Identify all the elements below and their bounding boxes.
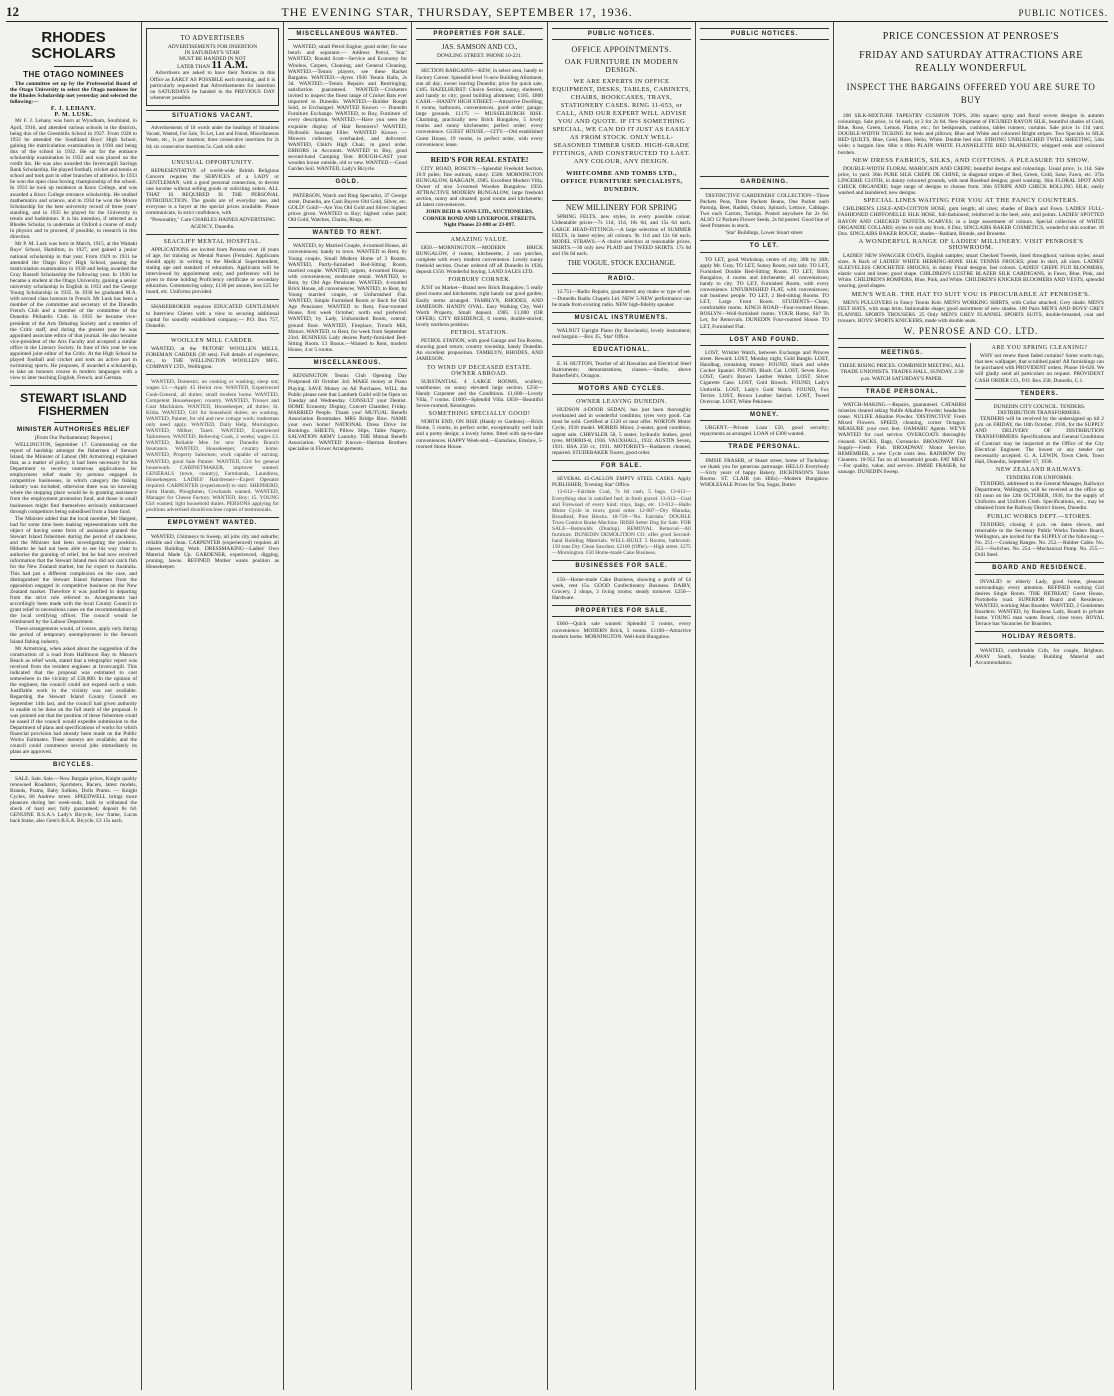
divider xyxy=(146,234,279,235)
stewart-island-headline: STEWART ISLAND FISHERMEN xyxy=(20,391,127,419)
advertisers-heading: TO ADVERTISERS xyxy=(180,34,245,42)
masthead-section-label: PUBLIC NOTICES. xyxy=(1018,8,1108,18)
penrose-sub-1: NEW DRESS FABRICS, SILKS, AND COTTONS. A PLEASURE TO SHOW. xyxy=(852,156,1090,164)
notice-line-3: MUST BE HANDED IN NOT xyxy=(179,56,246,63)
properties-sale-heading: PROPERTIES FOR SALE. xyxy=(552,605,691,617)
agent-name: JAS. SAMSON AND CO., xyxy=(441,43,518,52)
stewart-body-2: The Minister added that the local member, Mr Hargest, had for some time been making representations with the object of having some form of assistance granted the Stewart Island fishermen during the period of slackness, and the Minister had been investigating the position. Hitherto he had not been able to see his way clear to authorise the granting of relief, but he had now received information that the Stewart Island men did not catch fish for the New Zealand market, but for export to Australia. This had put a different complexion on the case, and distinguished the Stewart Island fishermen from the opposition engaged in competitive business on the New Zealand market. Therefore it was justified in departing from the strict rule referred to. Arrangements had accordingly been made with the local County Council to grant relief to necessitous cases on the recommendation of the local certifying officer. The council would be reimbursed by the Labour Department. xyxy=(10,515,137,626)
penrose-sub-4: MEN'S WEAR. THE HAT TO SUIT YOU IS PROCURABLE AT PENROSE'S. xyxy=(851,290,1091,298)
rhodes-headline: RHODES SCHOLARS xyxy=(31,29,116,62)
money-ads: URGENT.—Private Loan £50, good security; repayments as arranged. LOAN of £300 wanted. xyxy=(700,425,829,438)
hospital-text: APPLICATIONS are invited from Persons over 18 years of age, for training as Mental Nurses (Female). Applicants should apply in writing to the Medical Superintendent, stating age and standard of education. Applicants will be interviewed by appointment only, and preference will be given to those holding Proficiency certificate or secondary education. Commencing salary, £130 per annum, less £25 for board, etc. Uniforms provided. xyxy=(146,246,279,296)
trade-personal-ads: JIMSIE FRASER, of Stuart street, home of Tuckshop: we thank you for generous patronage. HELLO Everybody—Sixty years of happy Bakery. DICKINSON'S Toilet Rooms. ST. CLAIR (on Hills).—Modern Bungalow. WHOLESALE Prices for Tea, Sugar, Butter. xyxy=(700,457,829,488)
masthead xyxy=(6,4,1108,22)
property-listings-1: SECTION BARGAINS—KEW, in select area, handy to Factory Corner. Splendid level ½-acre Building Allotment, sun all day; owner leaving Dunedin; price for quick sale, £185. HAZELHURST: Choice Section, sunny, sheltered, and handy to city; good building allotment; £185. £800 CASH.—HANDY HIGH STREET.—Attractive Dwelling, 6 rooms, bathroom, conveniences, good order; garage; large grounds. £1175 — MUSSELBURGH RISE. Charming, practically new Brick Bungalow, 5 lovely rooms and sunny kitchenette; perfect order; every convenience. GUEST HOUSE.—CITY.—Old established Guest House, 19 rooms, in perfect order, with every convenience; lease. xyxy=(416,68,543,148)
trade-personal-heading-2: TRADE PERSONAL. xyxy=(838,386,966,398)
rates-text: Advertisements of 18 words under the headings of Situations Vacant, Wanted, For Sale, To Let, Lost and Found, Miscellaneous Wants, etc., 1s per insertion; three consecutive insertions for 2s 6d; six consecutive insertions 5s. Cash with order. xyxy=(146,126,279,150)
rhodes-body-1: Mr F. J. Lehany was born at Wyndham, Southland, in April, 1916, and attended various schools in the districts, being dux of the Greenhills School in 1927. From 1928 to 1932 he attended the Southland Boys' High School, gaining the matriculation examination in 1930 and being dux of the school in 1932. He sat for the entrance scholarship examination in 1932 and was placed on the credit list. He was also awarded the Invercargill Savings Bank Scholarship. He played football, cricket and tennis at school and took part in other branches of athletics. In 1933 he won the open class boxing championship of the school. In 1933 he took up residence at Knox College, and was awarded a Knox College entrance scholarship. He studied mathematics and science, and in 1934 he won the Moore Scholarship for the best university record of three years' standing, and in 1935 he played for the University in tennis and badminton. It is his intention, if selected as a Rhodes Scholar, to undertake at Oxford a course of study in physics and to proceed, if possible, to research in this direction. xyxy=(10,118,137,241)
meetings-text: THESE RISING PRICES. COMBINED MEETING, ALL TRADE UNIONISTS. TRADES HALL, SUNDAY, 2.30 p.m. WATCH SATURDAY'S PAPER. xyxy=(839,363,965,382)
radio-gardening-split xyxy=(552,269,691,641)
for-sale-heading: FOR SALE. xyxy=(552,460,691,472)
stewart-body-1: WELLINGTON, September 17. Commenting on the report of hardship amongst the fishermen of Stewart Island, the Minister of Labour (Mr Armstrong) explained that, as a matter of policy, it had been necessary for his Department to receive numerous applications for employment relief made by persons engaged in competitive businesses, in which category the fishing industry was included; otherwise there was no knowing where the stopping place would be in granting assistance from the employment promotion fund, and those in small businesses might find themselves seriously embarrassed through competitors being subsidised from a State fund. xyxy=(10,441,137,515)
businesses-heading: BUSINESSES FOR SALE. xyxy=(552,560,691,572)
penrose-bargains-5: MEN'S PULLOVERS in Fancy Tennis Knit. MEN'S WORKING SHIRTS, with Collar attached; Grey shade. MEN'S FELT HATS, with snap brim, fashionable shape; good assortment of new shades. 100 Pairs MEN'S AND BOYS' GREY FLANNEL SPORTS TROUSERS. 25 Only MEN'S GREY FLANNEL SPORTS SUITS, double-breasted, coat and trousers. BOYS' SPORTS KNICKERS, made with double seats. xyxy=(838,299,1104,324)
money-heading: MONEY. xyxy=(700,409,829,421)
stewart-body-3: These arrangements would, of course, apply only during the period of temporary unemployment in the Stewart Island fishing industry. xyxy=(10,626,137,645)
notice-text: Advertisers are asked to have their Notices in this Office as EARLY AS POSSIBLE each morning, and it is particularly requested that Advertisements for insertion on SATURDAYS be handed in the PREVIOUS DAY whenever possible. xyxy=(150,70,275,101)
misc-wanted-ads: WANTED, small Petrol Engine, good order; for saw bench and separator.— Address Petrol, 'Star.' WANTED, Ronald Scott—Service and Economy for Window, Carpets, Cleaning, and General Cleaning. WANTED.—Tennis players, see these Racket Bargains. WANTED.—Ayres 1936 Tennis Balls, 2s 3d. WANTED.—Tennis Repairs and Restringing; satisfaction guaranteed. WANTED.—Cricketers invited to inspect the finest range of Cricket Bats ever imported to Dunedin. WANTED.—Builder Rough Sold, or Exchanged. WANTED Known — Dunedin Furniture Exchange. WANTED, to Buy, Furniture of every description. WANTED.—Have you seen the exquisite display of Hair Restorers? WANTED, Hydraulic Sausage Filler. WANTED Known — Mowers collected, overhauled, and delivered. WANTED, Child's High Chair, in good order. ERRORS in Accounts. WANTED to Buy, good second-hand Camping Tent. ROUGH-CAST your wooden house outside, old or new. WANTED.—Good Garden Soil. WANTED, Lady's Bicycle. xyxy=(288,44,407,173)
tenders-sub: DUNEDIN CITY COUNCIL. TENDERS. DISTRIBUTION TRANSFORMERS. xyxy=(993,403,1086,417)
miscellaneous-ads: KENSINGTON Tennis Club Opening Day Postponed till October 3rd. MAKE money at Piano Playing. SAVE Money on All Purchases. WILL the Public please note that Lambeth Guild will be Open on Tuesday and Wednesday. CONSULT your Dentist. HOME Economy Display, Concert Chamber, Friday. MARRIED People. Thank you! MUTUAL Benefit Association Bootmaker. MRS Bridge Rice. NAME your own home! NATIONAL Dress Drive for Bookings. SHEETS, Pillow Slips, Table Napery. SALVATION ARMY Laundry. THE Mutual Benefit Association. WANTED Known—Harman Brothers specialise in Flower Arrangements. xyxy=(288,373,407,453)
petrol-station-heading: PETROL STATION. xyxy=(450,330,509,337)
penrose-sub-2: SPECIAL LINES WAITING FOR YOU AT THE FANCY COUNTERS. xyxy=(863,197,1079,205)
petrol-station-text: PETROL STATION, with good Garage and Tea Rooms, showing good return; country township, handy Dunedin. An excellent proposition. TAMBLYN, RHODES, AND JAMIESON. xyxy=(416,338,543,363)
notice-line-4: LATER THAN xyxy=(177,64,211,71)
to-let-ads: TO LET, good Workshop, centre of city, 30ft by 20ft; apply Mr. Gray. TO LET, Sunny Room, suit lady. TO LET, Furnished Double Bed-Sitting Room. TO LET, Brick Bungalow, 4 rooms and kitchenette; all conveniences; handy to city. TO LET, Furnished Room, with every convenience. UNFURNISHED FLAT, with conveniences; suit business people. TO LET, 2 Bed-sitting Rooms. TO LET, Large Front Room. STUDENTS—Clean, comfortable rooms. KINGS ROAD—Four-roomed House. ROSLYN—Well-furnished rooms. YOUR Home, Sir? To Let, for Removals. DUNEDIN Four-roomed House. TO LET, Furnished Flat. xyxy=(700,256,829,330)
office-appointments-heading: OFFICE APPOINTMENTS. xyxy=(571,45,672,55)
divider xyxy=(146,374,279,375)
penrose-bargains-3: CHILDREN'S LISLE-AND-COTTON HOSE, gum length; all sizes; shades of Black and Fawn. LADIES' FULL-FASHIONED CHIFFONELLE SILK HOSE, full-fashioned, reinforced in the heel, sole, and points. LADIES' SPOTTED RAYON AND CHECKED TAFFETA SCARVES; in a large assortment of colours. Special collection of WHITE ORGANDIE COLLARS; styles to suit any frock. 6 Doz. SINCLAIRS BAKER COSMETICS, wonderful skin soother. 10 Doz. SINCLAIRS BAKER ROUGE, shades—Radiant, Blonde, and Brunette. xyxy=(838,206,1104,237)
oak-furniture-heading: OAK FURNITURE IN MODERN DESIGN. xyxy=(564,57,679,75)
motors-heading: MOTORS AND CYCLES. xyxy=(552,383,691,395)
misc-wanted-heading: MISCELLANEOUS WANTED. xyxy=(288,28,407,40)
notice-line-1: ADVERTISEMENTS FOR INSERTION xyxy=(167,44,258,51)
woollen-text: WANTED, at the 'PETONE' WOOLLEN MILLS, FOREMAN CARDER (30 sets). Full details of experience, etc., to THE WELLINGTON WOOLLEN MFG. COMPANY LTD., Wellington. xyxy=(146,345,279,371)
bicycles-ads: SALE. Sale. Sale.—Now Bargain prices, Knight quality renowned Roadsters, Sportsters, Racers, latest models, Brands, Prams, Baby Sulkies, Dolls Prams. — Knight Cycles, 80 Andrew street. SPEEDWELL brings more pleasure during her week-ends, built to withstand the shock of hard use; fully guaranteed; deposit 8s 6d. GENUINE B.S.A.'s Lady's Bicycle, low frame, Lucas back brake, also Gent's B.S.A. Bicycle, £3 15s each. xyxy=(10,775,137,825)
trade-personal-heading: TRADE PERSONAL. xyxy=(700,441,829,453)
employment-wanted-heading: EMPLOYMENT WANTED. xyxy=(146,517,279,529)
dateline: [From Our Parliamentary Reporter.] xyxy=(34,435,113,442)
wanted-to-rent-ads: WANTED, by Married Couple, 4-roomed House, all conveniences; handy to town. WANTED to Rent, by Young couple, Small Modern Home of 3 Rooms. WANTED, Partly-furnished Bed-Sitting Room, married couple. WANTED, urgent, 4-roomed House, with conveniences; moderate rental. WANTED, to Rent, by Old Age Pensioner. WANTED, 4-roomed Brick House, all conveniences. WANTED, to Rent, by Young married couple, or Unfurnished Flat. WANTED, Simple Furnished Room or Bach for Old Age Pensioner. WANTED to Rent, Four-roomed House, first week October; north end preferred. WANTED, by Lady, Unfurnished Room, central; ground floor. WANTED, Fireplace, Trench Mill, Motors. WANTED, to Rent, for week from September 23rd. BUSINESS Lady desires Partly-furnished Bed-Sitting Room. £1 Bonus.—Wanted to Rent, modern House, 4 or 5 rooms. xyxy=(288,243,407,353)
advertisers-notice xyxy=(146,28,279,106)
something-good-heading: SOMETHING SPECIALLY GOOD! xyxy=(428,411,531,418)
columns xyxy=(6,22,1108,1390)
bicycles-heading: BICYCLES. xyxy=(10,759,137,771)
public-notices-heading-2: PUBLIC NOTICES. xyxy=(700,28,829,40)
for-sale-ads: 13-612—Fairdale Coal, 7s 6d cash, 5 bags. 13-612—Everything shot in satisfied fuel; in fresh gravel. 13-612—Coal and Firewood of every kind; trays, bags, etc. 13-612—Hallo Motor Cycle in town; good order. 12-087—Dry Manuka, Broadleaf, Pine Blocks. 18-739—'No. Fairdale.' DOUBLE Truss Comice Brake Machine. IRISH Setter Dog for Sale. FOR SALE—Remoulds (Dunlop). REMOVAL Removal—All furniture. DUNEDIN DEMOLITION CO. offer good Second-hand Building Materials. WELL-BUILT 5 Rooms, bathroom. 150 tons Dry Clean Sawdust. £2100 (Offer).—High street. £275—Mornington. £50 Home-made Cake Business. xyxy=(552,489,691,557)
reid-heading: REID'S FOR REAL ESTATE! xyxy=(430,154,529,164)
pwd-heading: PUBLIC WORKS DEPT.—STORES. xyxy=(987,513,1092,520)
wanted-ads: WANTED, Domestic; no cooking or washing; sleep out; wages £1.—Apply 45 Heriot row. WANTED, Experienced Cook-General, all duties; small modern home. WANTED, Competent Housekeeper; country. WANTED, Trouser and Coat Machinists. WANTED, Housekeeper, all duties; St. Kilda. WANTED, Girl for household duties; no washing. WANTED, Painter, for old and new cottage work; tradesman only need apply. WANTED, Daily Help, Mornington. WANTED, Milker; Taieri. WANTED, Experienced Tailoresses. WANTED, Relieving Cook, 2 weeks; wages £3. WANTED, Reliable Men for new Dunedin Branch Insurance. WANTED, Housekeeper, country home. WANTED, Property Salesmen; work capable of earning. WANTED, good Sale Painter. WANTED, Girl for general housework. CABINETMAKER, improver wanted. GENERALS (town, country), Farmhands, Laundress, Housekeepers. LADIES' Hairdresser—Expert Operator required. CARPENTER (experienced) to start. SHEPHERD, Farm Hands, Ploughmen, Cowhands wanted. WANTED, Manager for Cheese Factory. WANTED, Boy; 15. YOUNG Girl wanted; light household duties. PERSONS applying for positions advertised should enclose copies of testimonials. xyxy=(146,379,279,514)
musical-instruments-heading: MUSICAL INSTRUMENTS. xyxy=(552,312,691,324)
divider xyxy=(552,200,691,201)
divider xyxy=(416,63,543,64)
to-let-heading: TO LET. xyxy=(700,240,829,252)
board-residence-ads: INVALID or elderly Lady, good home, pleasant surroundings; every attention. REFINED working Girl desires Single Room. 'THE RETREAT,' Guest House, Portobello road. SUPERIOR Board and Residence. WANTED, working Man Boarder. WANTED, 2 Gentlemen Boarders. WANTED, by Business Lady, Board in private home. YOUNG man wants Board, close town. ROYAL Terrace has Vacancies for Boarders. xyxy=(975,578,1104,628)
pwd-text: TENDERS, closing 4 p.m. on dates shown, and returnable to the Secretary Public Works Tenders Board, Wellington, are invited for the SUPPLY of the following:— No. 251.—Cooking Ranges. No. 252.—Rubber Cable. No. 253.—Switches. No. 254.—Mechanical Pump. No. 255.—Drill Steel. xyxy=(975,521,1104,559)
board-residence-heading: BOARD AND RESIDENCE. xyxy=(975,562,1104,574)
divider xyxy=(146,299,279,300)
agent-address: DOWLING STREET. PHONE 10-221. xyxy=(436,53,523,60)
stewart-body-4: Mr Armstrong, when asked about the suggestion of the construction of a road from Halfmoon Bay to Mason's Beach as relief work, stated that a telegraphic report was received from the resident engineer at Invercargill. This indicated that the proposal was estimated to cost somewhere in the vicinity of £30,000. In the opinion of the engineer, the council could not expend such a sum. Justifiable work in the vicinity was not available. Regarding the Stewart Island County Council on September 14th last, and the council had given authority to enable to be done on the full merit of the proposal. It was pointed out that the position of these fishermen could be eased if the council would expedite submission to the Department of plans and specifications of works for which financial provision had already been made on the Public Works Estimates. These moneys are available, and the council could commence several jobs immediately its plans are approved. xyxy=(10,645,137,756)
page-number: 12 xyxy=(6,4,19,19)
spring-cleaning-heading: ARE YOU SPRING CLEANING? xyxy=(991,345,1088,352)
miscellaneous-heading: MISCELLANEOUS. xyxy=(288,357,407,369)
radio-ads: 12.751—Radio Repairs, guaranteed; any make or type of set.—Dunedin Radio Chapels Ltd. NEW 5-NEW performance can be made from existing radio. NEW high-fidelity speaker. xyxy=(552,289,691,308)
divider xyxy=(838,338,1104,339)
vogue-signature: THE VOGUE, STOCK EXCHANGE. xyxy=(567,259,676,268)
rhodes-body-2: Mr P. M. Lusk was born in March, 1915, at the Waitaki Boys' School, Hamilton, in 1927, and gained a junior national scholarship in that year. From 1929 to 1931 he attended the Otago Boys' High School, passing the matriculation examination in 1930 and being awarded the Gray Russell Scholarship the following year. In 1930 he became a student at the Otago University, gaining a senior university scholarship in English in 1933 and the George Young Scholarship in 1935. In 1936 he graduated M.A. with second class honours in French. Mr Lusk has been a member of the committee and secretary of the Dunedin French Club and a member of the committee of the Dunedin Philatelic Club. In 1935 he became vice-president of the Arts Debating Society and a member of the Critic staff, and during the present year he was appointed associate editor of that journal. He also became vice-president of the Arts Faculty and accepted a similar office in the Literary Society. In June of this year he was appointed joint editor of the Critic. At the High School he played football and cricket and took an active part in swimming sports. He proposes, if awarded a scholarship, to take an honours course in modern languages with a view to later teaching English, French, and German. xyxy=(10,241,137,382)
deceased-estate-text: SUBSTANTIAL 4 LARGE ROOMS, scullery, washhouse; on sunny elevated large section. £250—Handy Carpenter and the Conditions. £1,600—Lovely Villa, 7 rooms. £1600—Splendid Villa. £850—Beautiful Seven-roomed, Kensington. xyxy=(416,378,543,410)
column-7-split xyxy=(838,343,1104,667)
newspaper-title: THE EVENING STAR, THURSDAY, SEPTEMBER 17, 1936. xyxy=(281,5,633,19)
lost-found-ads: LOST, Wristlet Watch, between Exchange and Princes street. Reward. LOST, Monday night, Gold Bangle. LOST, Handbag, containing money. FOUND, black and white Cocker Spaniel. FOUND, Black Cat. LOST, Seven Keys. LOST, Gent's Brown Leather Wallet. LOST, Silver Cigarette Case. LOST, Gold Brooch. FOUND, Lady's Umbrella. LOST, Lady's Gold Watch. FOUND, Fox Terrier. LOST, Brown Leather Satchel. LOST, Tweed Overcoat. LOST, White Pekinese. xyxy=(700,349,829,405)
otago-subheadline: THE OTAGO NOMINEES xyxy=(23,69,124,79)
public-notices-heading: PUBLIC NOTICES. xyxy=(552,28,691,40)
musical-ads: WALNUT Upright Piano (by Rowlands), lovely instrument; real bargain.—Box 35, 'Star' Office. xyxy=(552,328,691,341)
divider xyxy=(10,385,137,386)
column-5 xyxy=(548,22,696,1390)
column-6-spacer xyxy=(700,44,829,172)
motors-ads: HUDSON 4-DOOR SEDAN, has just been thoroughly overhauled and in wonderful condition; tyres very good. Car must be sold. Certified at £120 or near offer. NORTON Motor Cycle, 1930 model. MORRIS Minor, 2-seater, good condition, urgent sale. CHRYSLER 58, 5 seater, hydraulic brakes, good tyres. MORRIS-8, 1936. VAUXHALL, 1932. AUSTIN Seven, 1931. BSA 250 cc, 1931. MOTORISTS—Radiators cleaned, repaired. STUDEBAKER Tourer, good order. xyxy=(552,407,691,456)
divider xyxy=(54,66,92,67)
gardening-ads: 'DISTINCTIVE' GARDENERS' COLLECTION—Three Packets Peas, Three Packets Beans, One Packet each Parsnip, Beet, Radish, Onion, Spinach, Lettuce, Cabbage. Two each Carrots, Turnips. Posted anywhere for 2s 6d. ALSO 12 Packets Flower Seeds, 2s 6d posted. Good line of Seed Potatoes in stock. xyxy=(700,192,829,230)
penrose-headline-3: INSPECT THE BARGAINS OFFERED YOU ARE SURE TO BUY xyxy=(846,82,1096,105)
minister-subheadline: MINISTER AUTHORISES RELIEF xyxy=(16,425,131,433)
tenders-heading: TENDERS. xyxy=(975,388,1104,400)
radio-heading: RADIO. xyxy=(552,273,691,285)
notice-line-2: IN SATURDAY'S 'STAR' xyxy=(184,50,241,57)
opportunity-text: REPRESENTATIVE of world-wide British Religious Concern requires the SERVICES of a LADY or GENTLEMAN, with a good personal connection, to devote one income without selling goods or soliciting orders. ALL THAT IS REQUIRED IS THE PERSONAL INTRODUCTION. The goods are of everyday use, and everyone is a buyer at the special prices available. Please communicate, in strict confidence, with xyxy=(146,167,279,217)
opportunity-signature: "Personality," Care CHARLES HAINES ADVERTISING AGENCY, Dunedin. xyxy=(149,217,276,230)
owner-leaving-heading: OWNER LEAVING DUNEDIN. xyxy=(576,399,667,406)
nominee-1: F. J. LEHANY. xyxy=(50,106,97,113)
rhodes-intro: The committee set up by the Professorial Board of the Otago University to select the Otago nominees for the Rhodes Scholarship met yesterday and selected the following:— xyxy=(10,80,137,106)
column-1 xyxy=(6,22,142,1390)
john-reid-signature: JOHN REID & SONS LTD., AUCTIONEERS, CORNER BOND AND LIVERPOOL STREETS. Night Phones 23-888 or 23-897. xyxy=(422,209,537,228)
wanted-to-rent-heading: WANTED TO RENT. xyxy=(288,227,407,239)
trade-personal-ads-2: WATCH-MAKING.—Repairs, guaranteed. CATARRH miseries cleared taking Nulife Alkaline Powder; headaches cease. NULIFE Alkaline Powder. 'DISTINCTIVE' Fresh Mixed Flowers. SPEED, cleaning, corner Octagon. MEASURE your own feet. OAMARU Agents. WE'VE WANTED for coal service. OVERCOATS thoroughly cleaned. SACKS, Bags, Cornsacks. BROADWAY Fish Supply—Fresh Fish. BROADWAY Motor Service. REMEMBER, a new Cycle costs less. RAINBOW Dry Cleaners. 10-952 Tax on all household goods. FAT MEAT—For quality, value, and service. JIMSIE FRASER, for sausage. DUNEDIN Sweep. xyxy=(838,401,966,475)
divider xyxy=(54,422,92,423)
gardening-address: 'Star' Buildings, Lower Stuart street. xyxy=(725,230,804,237)
lost-found-heading: LOST AND FOUND. xyxy=(700,334,829,346)
something-good-text: NORTH END, ON RISE (Handy to Gardens).—Brick Home, 5 rooms, in perfect order, exceptionally well built and a pretty design; a lovely home, fitted with up-to-date conveniences. HAPPY Week-end.—Earnshaw, Emslaw, 5-roomed Stone House. xyxy=(416,419,543,450)
properties-sale-ads: £660—Quick sale wanted: Splendid 5 rooms, every convenience. MODERN Brick, 5 rooms. £1100—Attractive modern home. MORNINGTON: Well-built Bungalow. xyxy=(552,621,691,640)
penrose-signature: W. PENROSE AND CO. LTD. xyxy=(903,326,1039,336)
column-7 xyxy=(834,22,1108,1390)
column-6 xyxy=(696,22,834,1390)
gold-ads: PATERSON, Watch and Ring Specialist, 37 George street, Dunedin, are Cash Buyers Old Gold, Silver, etc. GOLD! Gold!—Are You Old Gold and Silver; highest prices given. WANTED to Buy; highest value paid; Old Gold, Watches, Chains, Rings, etc. xyxy=(288,192,407,223)
sharebroker-ad: SHAREBROKER requires EDUCATED GENTLEMAN to Interview Clients with a view to securing additional capital for soundly established company.— P.O. Box 757, Dunedin. xyxy=(146,304,279,329)
gardening-heading: GARDENING. xyxy=(700,176,829,188)
nominee-2: P. M. LUSK. xyxy=(54,112,93,119)
office-furniture-ad xyxy=(552,46,691,194)
railways-sub: TENDERS FOR UNIFORMS. xyxy=(1006,474,1073,481)
penrose-bargains-2: DOUBLE-WIDTH FLORAL MAROCAIN AND CREPE; beautiful designs and colourings. Usual price, 1s 11d. Sale price, 1s yard. 36in PURE SILK CREPE DE CHINE, in diagonal stripes of Red, Green, Gold, Saxe, Fawn, etc. 37in LINGERIE CLOTH, in dainty coloured grounds, with neat Rosebud designs; good washing. 36in FLORAL SPOT AND CHECK ORGANDIE; huge range of designs to choose from. 36in STRIPE AND CHECK ROLLING SILK; easily washed and laundered; new designs. xyxy=(838,165,1104,197)
amazing-value-text: £850.—MORNINGTON.—MODERN BRICK BUNGALOW, 4 rooms, kitchenette, 2 sun porches, complete with every modern convenience. Lovely sunny freehold section. Owner ordered off all Dunedin in 1936, deposit £150. Wonderful buying. LAND SALES LTD. xyxy=(416,244,543,276)
tenders-text: TENDERS will be received by the undersigned up till 2 p.m. on FRIDAY, the 18th October, 1936, for the SUPPLY AND DELIVERY OF DISTRIBUTION TRANSFORMERS. Specifications and General Conditions of Contract may be inspected at the Office of the City Electrical Engineer. The lowest or any tender not necessarily accepted. G. A. LEWIN, Town Clerk. Town Hall, Dunedin, September 17, 1936. xyxy=(975,416,1104,465)
employment-ads: WANTED, Chimneys to Sweep, all jobs city and suburbs; reliable and clean. CARPENTER (experienced) requires all classes Building Work. DRESSMAKING—Ladies' Own Material Made Up. GARDENER, experienced, digging, pruning, lawns. REFINED Mother wants position as Housekeeper. xyxy=(146,533,279,571)
penrose-bargains-4: LADIES' NEW SWAGGER COATS, English samples; smart Checked Tweeds, lined throughout; various styles; usual sizes. A Rack of LADIES' WHITE HERRING-BONE SILK TENNIS FROCKS; pleat in skirt, all sizes. LADIES' SLEEVELESS CROCHETEE SMOCKS, in dainty Floral designs; fast colours. LADIES' CREPE FUJI BLOOMERS, elastic waist and knee; good shape. CHILDREN'S LUSTRE BLAZER SILK CARDIGANS, in Fawn, Blue, Pink, and White. CHILDREN'S ROMPERS, Blue, Pink, and White. CHILDREN'S KNICKER BLOOMERS AND VESTS, splendid wearing, good shapes. xyxy=(838,252,1104,290)
railways-text: TENDERS, addressed to the General Manager, Railways Department, Wellington, will be received at the office up till noon on the 12th OCTOBER, 1936, for the supply of Uniforms and Uniform Cloth. Specifications, etc., may be obtained from the Railway District Stores, Dunedin. xyxy=(975,481,1104,512)
holiday-resorts-ads: WANTED, comfortable Crib, for couple, Brighton. AWAY South, Sunday Building Material and Accommodation. xyxy=(975,647,1104,666)
forbury-heading: FORBURY CORNER. xyxy=(448,277,511,284)
notice-deadline: 11 A.M. xyxy=(211,59,248,72)
holiday-resorts-heading: HOLIDAY RESORTS. xyxy=(975,631,1104,643)
steel-casks-ad: SEVERAL 45-GALLON EMPTY STEEL CASKS. Apply PUBLISHER, 'Evening Star' Office. xyxy=(552,476,691,489)
millinery-text: SPRING FELTS, new styles, in every possible colour. Unbeatable prices—7s 11d, 11d, 10s 6d, and 15s 6d each. LARGE HEAD-FITTINGS.—A large selection of SUMMER FELTS, in latest styles; all colours. 9s 11d and 12s 6d each. MODEL STRAWS.—A choice selection at reasonable prices. SKIRTS.—30 only new PLAID and TWEED SKIRTS. 17s 6d and 19s 6d each. xyxy=(552,214,691,257)
hospital-heading: SEACLIFF MENTAL HOSPITAL. xyxy=(163,238,262,245)
divider xyxy=(146,333,279,334)
woollen-heading: WOOLLEN MILL CARDER. xyxy=(171,337,254,344)
railways-heading: NEW ZEALAND RAILWAYS. xyxy=(996,466,1083,473)
gold-heading: GOLD. xyxy=(288,176,407,188)
amazing-value-heading: AMAZING VALUE. xyxy=(450,236,509,243)
forbury-text: JUST on Market—Brand new Brick Bungalow, 5 really good rooms and kitchenette; right handy our good garden; Easily terms arranged. TAMBLYN, RHODES, AND JAMIESON. HANDY OVAL. Easy Walking City, Well Worth Property. Small deposit. £985. £1,000 (OR OFFER). CITY RESIDENCE, 6 rooms, double-storied; lovely northern position. xyxy=(416,285,543,328)
penrose-headline-1: PRICE CONCESSION AT PENROSE'S xyxy=(882,31,1060,42)
reid-listings: CITY ROAD, ROSLYN.—Splendid Freehold Section, 10.9 poles; fine outlook, sunny. £500. MORNINGTON BUNGALOW, BARGAIN, £985. Excellent Modern Villa, Owner of nice 5-roomed Wooden Bungalow. £950. ATTRACTIVE MODERN BUNGALOW, large freehold section, sunny and situated; good rooms and kitchenette; all latest conveniences. xyxy=(416,165,543,209)
spring-cleaning-text: WHY not renew those faded curtains? Some warm rugs, that new wallpaper, that scrubbed paint! All furnishings can be purchased with PROVIDENT orders. Phone 10-626. We will gladly send all particulars on request. PROVIDENT CASH ORDER CO., P.O. Box 258, Dunedin, C.1. xyxy=(975,353,1104,384)
meetings-heading: MEETINGS. xyxy=(838,347,966,359)
situations-vacant-heading: SITUATIONS VACANT. xyxy=(146,110,279,122)
divider xyxy=(416,232,543,233)
deceased-estate-heading: TO WIND UP DECEASED ESTATE. OWNER ABROAD. xyxy=(426,364,533,377)
column-4 xyxy=(412,22,548,1390)
whitcombe-signature: WHITCOMBE AND TOMBS LTD., OFFICE FURNITURE SPECIALISTS, DUNEDIN. xyxy=(560,170,683,194)
penrose-bargains-1: 200 SILK-MIXTURE TAPESTRY CUSHION TOPS, 20in square; spray and floral woven designs in autumn colourings. Sale price, 1s 6d each, or 2 for 2s 6d. New Shipment of FIGURED RAYON SILK, beautiful shades of Gold, Blue, Rose, Green, Lemon, Flame, etc.; for bedspreads, cushions, tables runners, curtains. Sale price 1s 11d yard. DOUBLE-WIDTH TICKING for beds and pillows; Blue and White and coloured Bright stripes. Two Specials in SILK BED QUILTS, Blue, Gold, Rose, Helio, White. Double bed size. STRONG UNBLEACHED TWILL SHEETING, 54in wide; a bargain line. 60in x 80in PLAIN WHITE FLANNELETTE BED BLANKETS; whipped ends and coloured borders. xyxy=(838,113,1104,156)
column-3 xyxy=(284,22,412,1390)
businesses-ads: £50—Home-made Cake Business, showing a profit of £4 week, rent 15s. GOOD Confectionery Business. DAIRY, Grocery, 2 shops, 3 living rooms; steady turnover. £250—Hardware. xyxy=(552,576,691,602)
properties-heading: PROPERTIES FOR SALE. xyxy=(416,28,543,40)
divider xyxy=(146,155,279,156)
column-2 xyxy=(142,22,284,1390)
millinery-heading: NEW MILLINERY FOR SPRING xyxy=(565,203,678,213)
office-furniture-text: WE ARE EXPERTS IN OFFICE EQUIPMENT, DESKS, TABLES, CABINETS, CHAIRS, BOOKCASES, TRAYS, STATIONERY CASES. RING 11-653, or CALL, AND OUR EXPERT WILL ADVISE YOU AND QUOTE. IF IT'S SOMETHING SPECIAL, WE CAN DO IT JUST AS EASILY AS FROM STOCK. ONLY WELL-SEASONED TIMBER USED. HIGH-GRADE FITTINGS, AND CONSTRUCTED TO LAST. ANY COLOUR, ANY DESIGN. xyxy=(552,78,691,166)
divider xyxy=(416,152,543,153)
penrose-headline-2: FRIDAY AND SATURDAY ATTRACTIONS ARE REALLY WONDERFUL xyxy=(859,50,1083,74)
educational-heading: EDUCATIONAL. xyxy=(552,344,691,356)
educational-ads: E. H. HUTTON, Teacher of all Hawaiian and Electrical Steel Instruments; demonstrations, classes.—Studio, above Butterfield's, Octagon. xyxy=(552,360,691,379)
penrose-sub-3: A WONDERFUL RANGE OF LADIES' MILLINERY. VISIT PENROSE'S SHOWROOM. xyxy=(858,237,1084,251)
opportunity-heading: UNUSUAL OPPORTUNITY. xyxy=(171,159,254,166)
